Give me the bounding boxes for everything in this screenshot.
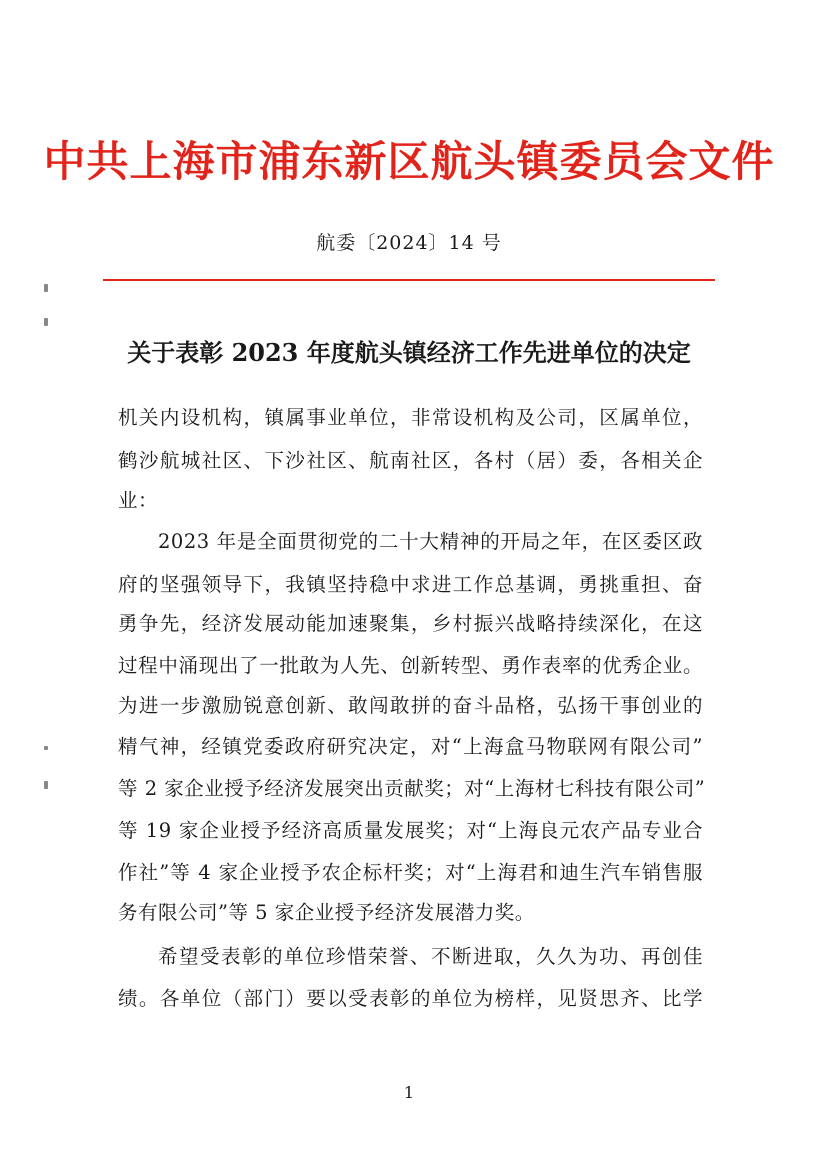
scan-mark (44, 746, 48, 750)
body-line: 绩。各单位（部门）要以受表彰的单位为榜样，见贤思齐、比学 (118, 987, 703, 1010)
body-line: 2023 年是全面贯彻党的二十大精神的开局之年，在区委区政 (158, 530, 703, 553)
body-line: 勇争先，经济发展动能加速聚集，乡村振兴战略持续深化，在这 (118, 612, 703, 635)
body-line: 等 19 家企业授予经济高质量发展奖；对“上海良元农产品专业合 (118, 819, 703, 842)
body-line: 精气神，经镇党委政府研究决定，对“上海盒马物联网有限公司” (118, 735, 703, 758)
document-number: 航委〔2024〕14 号 (316, 232, 502, 254)
body-line: 业： (118, 489, 159, 512)
body-line: 为进一步激励锐意创新、敢闯敢拼的奋斗品格，弘扬干事创业的 (118, 694, 703, 717)
body-line: 机关内设机构，镇属事业单位，非常设机构及公司，区属单位， (118, 406, 703, 429)
page-number: 1 (403, 1083, 415, 1102)
body-line: 务有限公司”等 5 家企业授予经济发展潜力奖。 (118, 901, 535, 924)
red-divider-line (103, 279, 715, 281)
body-line: 希望受表彰的单位珍惜荣誉、不断进取，久久为功、再创佳 (158, 945, 703, 968)
scan-mark (44, 284, 48, 292)
body-line: 等 2 家企业授予经济发展突出贡献奖；对“上海材七科技有限公司” (118, 777, 706, 800)
scan-mark (44, 318, 48, 326)
body-line: 府的坚强领导下，我镇坚持稳中求进工作总基调，勇挑重担、奋 (118, 573, 703, 596)
document-header-title: 中共上海市浦东新区航头镇委员会文件 (43, 137, 775, 186)
body-line: 鹤沙航城社区、下沙社区、航南社区，各村（居）委，各相关企 (118, 449, 703, 472)
body-line: 作社”等 4 家企业授予农企标杆奖；对“上海君和迪生汽车销售服 (118, 861, 703, 884)
body-line: 过程中涌现出了一批敢为人先、创新转型、勇作表率的优秀企业。 (118, 654, 703, 677)
scan-mark (44, 781, 48, 789)
document-title: 关于表彰 2023 年度航头镇经济工作先进单位的决定 (127, 338, 691, 367)
